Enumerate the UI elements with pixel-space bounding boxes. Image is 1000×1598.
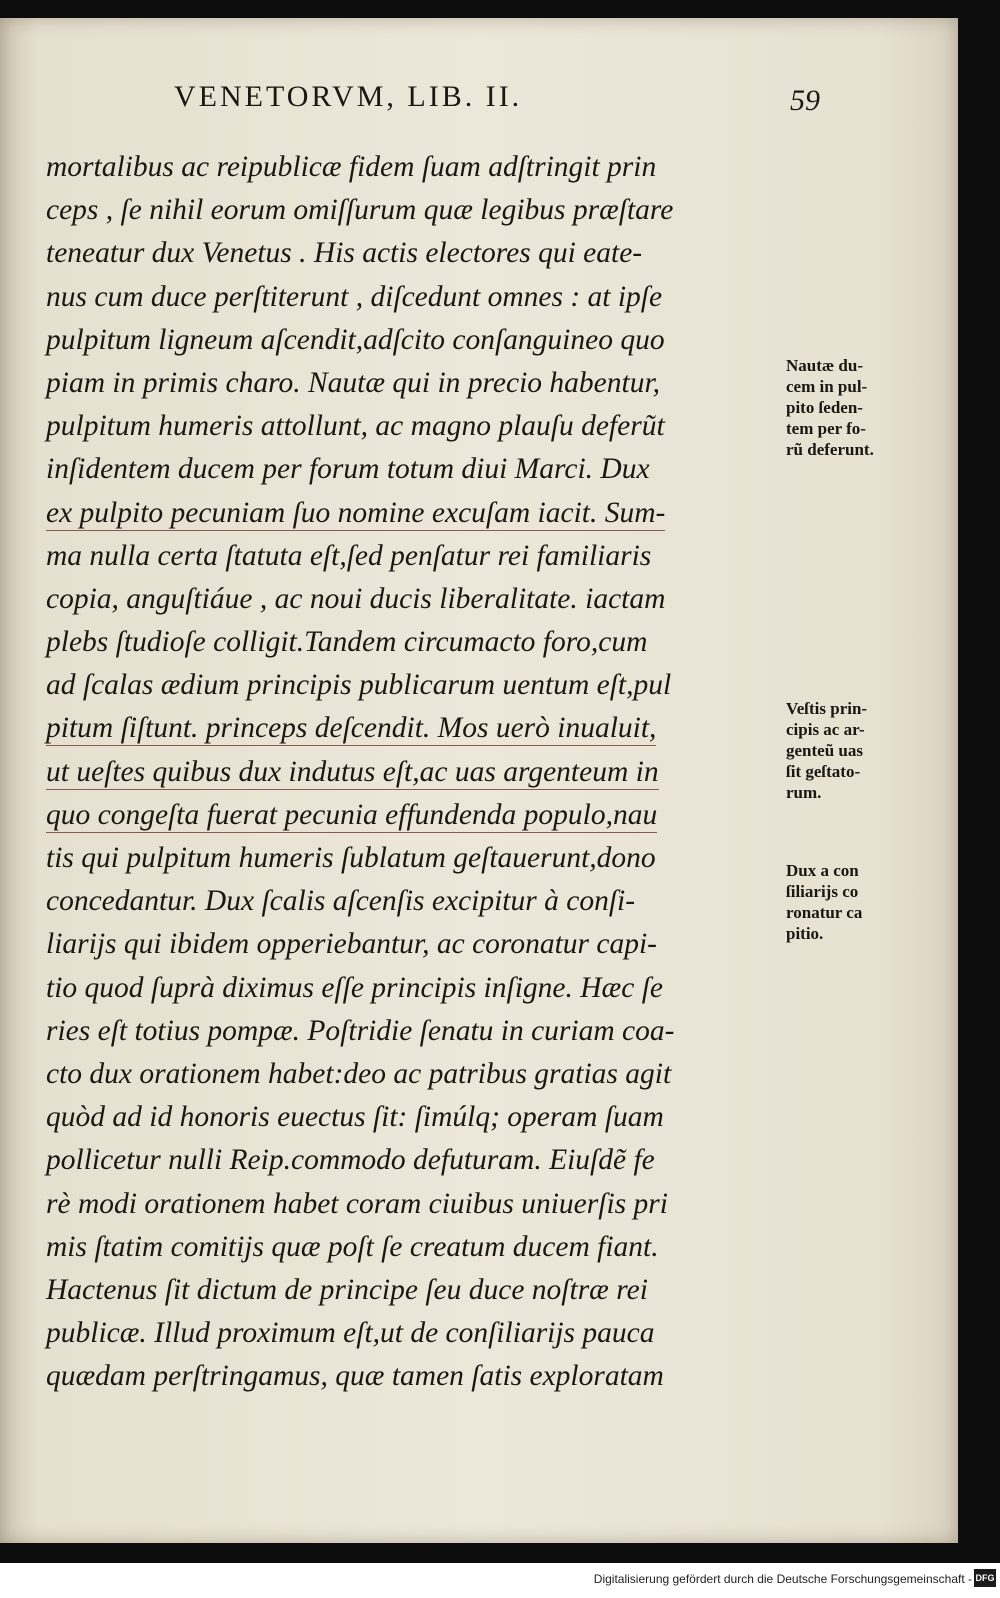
marginal-line: Veſtis prin-: [786, 699, 868, 718]
marginal-note-dux: [786, 860, 926, 944]
marginal-line: rũ deferunt.: [786, 440, 874, 459]
funding-credit: Digitalisierung gefördert durch die Deutsche Forschungsgemeinschaft -: [593, 1572, 972, 1586]
marginal-note-vestis: [786, 698, 926, 803]
text-line: plebs ſtudioſe colligit.Tandem circumacto foro,cum: [46, 626, 648, 659]
running-head: VENETORVM, LIB. II.: [174, 80, 523, 113]
marginal-line: rum.: [786, 783, 822, 802]
marginal-line: genteũ uas: [786, 741, 863, 760]
text-line: tis qui pulpitum humeris ſublatum geſtauerunt,dono: [46, 842, 656, 874]
book-page: [0, 18, 958, 1543]
text-line: publicæ. Illud proximum eſt,ut de conſiliarijs pauca: [46, 1317, 655, 1350]
text-line: teneatur dux Venetus . His actis electores qui eate-: [46, 237, 643, 270]
text-line-underlined: ut ueſtes quibus dux indutus eſt,ac uas argenteum in: [46, 755, 659, 788]
text-line: ad ſcalas ædium principis publicarum uentum eſt,pul: [46, 669, 672, 702]
marginal-line: cipis ac ar-: [786, 720, 865, 739]
text-line: rè modi orationem habet coram ciuibus uniuerſis pri: [46, 1187, 668, 1220]
text-line: quædam perſtringamus, quæ tamen ſatis exploratam: [46, 1360, 664, 1393]
text-line: ceps , ſe nihil eorum omiſſurum quæ legibus præſtare: [46, 194, 674, 227]
marginal-line: tem per fo-: [786, 419, 866, 438]
marginal-line: Nautæ du-: [786, 356, 863, 375]
marginal-line: ronatur ca: [786, 903, 863, 922]
main-text-block: [46, 146, 776, 1398]
text-line: copia, anguſtiáue , ac noui ducis liberalitate. iactam: [46, 582, 666, 615]
marginal-note-nautae: [786, 355, 926, 460]
text-line: pollicetur nulli Reip.commodo defuturam. Eiuſdẽ fe: [46, 1144, 655, 1177]
marginal-line: ſit geſtato-: [786, 762, 861, 781]
text-line: concedantur. Dux ſcalis aſcenſis excipitur à conſi-: [46, 885, 636, 918]
marginal-line: cem in pul-: [786, 377, 868, 396]
text-line: tio quod ſuprà diximus eſſe principis inſigne. Hæc ſe: [46, 971, 663, 1004]
marginal-line: pitio.: [786, 924, 824, 943]
text-line-underlined: ex pulpito pecuniam ſuo nomine excuſam iacit. Sum-: [46, 496, 666, 529]
digitization-footer: [0, 1563, 1000, 1598]
page-number: 59: [790, 84, 820, 117]
text-line: piam in primis charo. Nautæ qui in precio habentur,: [46, 366, 661, 399]
text-line: pulpitum humeris attollunt, ac magno plauſu deferũt: [46, 410, 665, 443]
text-line: mortalibus ac reipublicæ fidem ſuam adſtringit prin: [46, 151, 657, 183]
text-line: liarijs qui ibidem opperiebantur, ac coronatur capi-: [46, 928, 657, 961]
text-line: pulpitum ligneum aſcendit,adſcito conſanguineo quo: [46, 323, 665, 356]
text-line: ries eſt totius pompæ. Poſtridie ſenatu in curiam coa-: [46, 1014, 675, 1047]
text-line: cto dux orationem habet:deo ac patribus gratias agit: [46, 1057, 672, 1090]
text-line: quòd ad id honoris euectus ſit: ſimúlq; operam ſuam: [46, 1101, 664, 1134]
text-line-underlined: pitum ſiſtunt. princeps deſcendit. Mos uerò inualuit,: [46, 712, 657, 745]
marginal-line: Dux a con: [786, 861, 859, 880]
text-line: Hactenus ſit dictum de principe ſeu duce noſtræ rei: [46, 1273, 648, 1306]
marginal-line: pito ſeden-: [786, 398, 863, 417]
text-line: mis ſtatim comitijs quæ poſt ſe creatum ducem fiant.: [46, 1230, 659, 1263]
text-line-underlined: quo congeſta fuerat pecunia effundenda populo,nau: [46, 798, 658, 831]
text-line: ma nulla certa ſtatuta eſt,ſed penſatur rei familiaris: [46, 539, 652, 572]
text-line: nus cum duce perſtiterunt , diſcedunt omnes : at ipſe: [46, 280, 663, 313]
marginal-line: ſiliarijs co: [786, 882, 859, 901]
dfg-logo: DFG: [974, 1569, 996, 1587]
text-line: inſidentem ducem per forum totum diui Marci. Dux: [46, 453, 650, 486]
